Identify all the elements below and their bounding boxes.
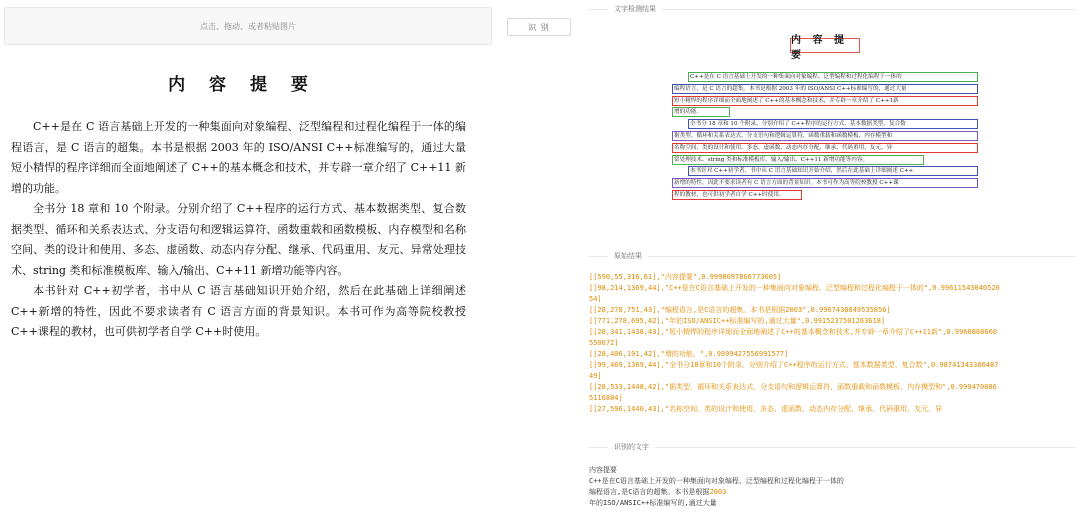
recognized-line-number: 2003 bbox=[709, 488, 727, 496]
raw-result-row: [[590,55,316,61],"内容提要",0.9998097866773605] bbox=[589, 273, 782, 281]
document-paragraph: 本书针对 C++初学者，书中从 C 语言基础知识开始介绍，然后在此基础上详细阐述 C++新增的特性，因此不要求读者有 C 语言方面的背景知识。本书可作为高等院校教授 C++课程的教材，也可供初学者自学 C++时使用。 bbox=[11, 284, 466, 338]
detection-box-line: 名称空间、类的设计和使用、多态、虚函数、动态内存分配、继承、代码重用、友元、异 bbox=[672, 143, 978, 153]
section-title-raw: 原始结果 bbox=[614, 252, 642, 260]
raw-result-row: [[98,214,1369,44],"C++是在C语言基础上开发的一种集面向对象编程、泛型编程和过程化编程于一体的",0.9961154304052654] bbox=[589, 284, 1000, 303]
recognized-line bbox=[589, 487, 1069, 498]
recognized-line: 年的ISO/ANSIC++标准编写的,通过大量 bbox=[589, 499, 717, 507]
source-document-image bbox=[11, 70, 466, 343]
recognized-text bbox=[589, 465, 1069, 509]
section-header-recognized bbox=[588, 440, 1076, 454]
detection-box-line: 新增的特性，因此不要求读者有 C 语言方面的背景知识。本书可作为高等院校教授 C++课 bbox=[672, 178, 978, 188]
raw-result-row: [[28,341,1438,43],"短小精悍的程序详细而全面地阐述了C++的基本概念和技术,并专辟一章介绍了C++11新",0.9960888660550672] bbox=[589, 328, 998, 347]
detection-box-line: 增的功能。 bbox=[672, 107, 730, 117]
document-title: 内 容 提 要 bbox=[168, 75, 317, 95]
raw-result-row: [[771,278,695,42],"年的ISO/ANSIC++标准编写的,通过大量",0.9915237501263618] bbox=[589, 317, 886, 325]
upload-placeholder-text: 点击、拖动、或者粘贴图片 bbox=[200, 21, 296, 31]
raw-result-row: [[28,533,1448,42],"据类型、循环和关系表达式、分支语句和逻辑运算符、函数重载和函数模板、内存模型和",0.9994708865116804] bbox=[589, 383, 997, 402]
section-header-detection bbox=[588, 2, 1076, 16]
detection-box-line: 据类型、循环和关系表达式、分支语句和逻辑运算符、函数重载和函数模板、内存模型和 bbox=[672, 131, 978, 141]
detection-box-title: 内 容 提 要 bbox=[790, 38, 860, 53]
recognized-line: C++是在C语言基础上开发的一种集面向对象编程、泛型编程和过程化编程于一体的 bbox=[589, 477, 844, 485]
document-paragraph: 全书分 18 章和 10 个附录。分别介绍了 C++程序的运行方式、基本数据类型、复合数据类型、循环和关系表达式、分支语句和逻辑运算符、函数重载和函数模板、内存模型和名称空间、类的设计和使用、多态、虚函数、动态内存分配、继承、代码重用、友元、异常处理技术、string 类和标准模板库、输入/输出、C++11 新增功能等内容。 bbox=[11, 202, 466, 277]
section-header-raw bbox=[588, 249, 1076, 263]
detection-box-line: 本书针对 C++初学者，书中从 C 语言基础知识开始介绍，然后在此基础上详细阐述 C++ bbox=[688, 166, 978, 176]
detection-box-line: 编程语言，是 C 语言的超集。本书是根据 2003 年的 ISO/ANSI C++标准编写的，通过大量 bbox=[672, 84, 978, 94]
section-title-detection: 文字检测结果 bbox=[614, 5, 656, 13]
raw-result-row: [[99,469,1369,44],"全书分18章和10个附录。分别介绍了C++程序的运行方式、基本数据类型、复合数",0.9874134330648749] bbox=[589, 361, 999, 380]
raw-result-row: [[28,406,191,42],"增的功能。",0.9999427556991577] bbox=[589, 350, 789, 358]
raw-result-row: [[28,278,751,43],"编程语言,是C语言的超集。本书是根据2003",0.9967438849535856] bbox=[589, 306, 891, 314]
image-upload-dropzone[interactable] bbox=[4, 7, 492, 45]
raw-results-list bbox=[589, 272, 1001, 429]
detection-box-line: 全书分 18 章和 10 个附录。分别介绍了 C++程序的运行方式、基本数据类型、复合数 bbox=[688, 119, 978, 129]
detection-box-line: 程的教材，也可供初学者自学 C++时使用。 bbox=[672, 190, 802, 200]
detection-box-line: 常处理技术、string 类和标准模板库、输入/输出、C++11 新增功能等内容。 bbox=[672, 155, 924, 165]
recognized-line-text: 编程语言,是C语言的超集。本书是根据 bbox=[589, 488, 710, 496]
recognized-line: 内容提要 bbox=[589, 466, 617, 474]
detection-lines bbox=[672, 72, 982, 202]
detection-box-line: 短小精悍的程序详细而全面地阐述了 C++的基本概念和技术，并专辟一章介绍了 C++1新 bbox=[672, 96, 978, 106]
recognize-button[interactable] bbox=[507, 18, 571, 36]
detection-box-line: C++是在 C 语言基础上开发的一种集面向对象编程、泛型编程和过程化编程于一体的 bbox=[688, 72, 978, 82]
raw-result-row: [[27,596,1440,43],"名称空间、类的设计和使用、多态、虚函数、动态内存分配、继承、代码重用、友元、异 bbox=[589, 405, 943, 413]
document-paragraph: C++是在 C 语言基础上开发的一种集面向对象编程、泛型编程和过程化编程于一体的编程语言，是 C 语言的超集。本书是根据 2003 年的 ISO/ANSI C++标准编写的，通过大量短小精悍的程序详细而全面地阐述了 C++的基本概念和技术，并专辟一章介绍了 C++11 新增的功能。 bbox=[11, 120, 466, 195]
recognize-button-label: 识 别 bbox=[528, 22, 550, 32]
section-title-recognized: 识别的文字 bbox=[614, 443, 649, 451]
